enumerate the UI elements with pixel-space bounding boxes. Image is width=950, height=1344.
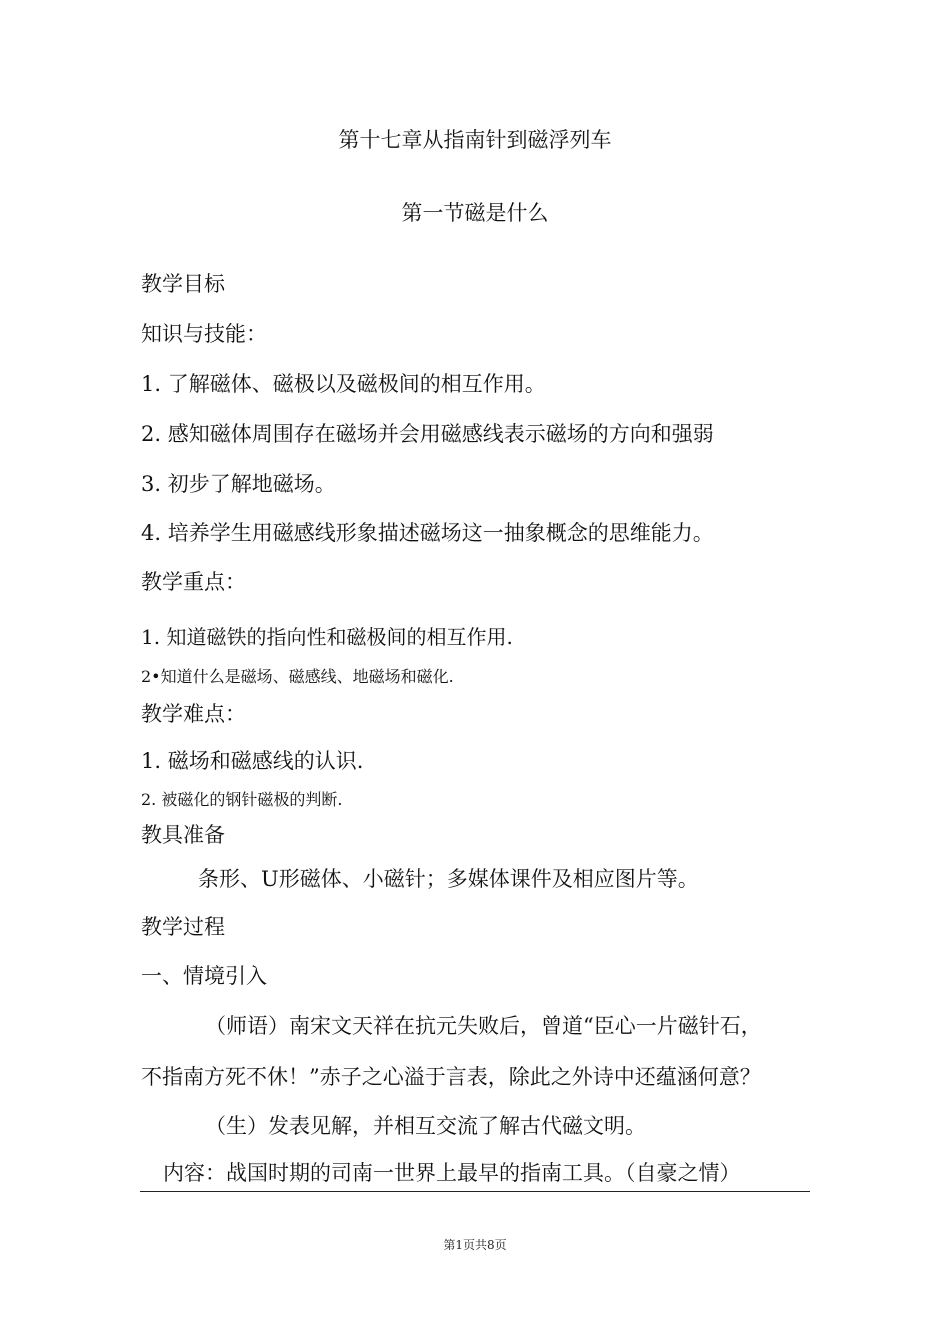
- materials-heading: 教具准备: [141, 823, 225, 847]
- objective-item-1: 1. 了解磁体、磁极以及磁极间的相互作用。: [141, 372, 546, 396]
- intro-paragraph-line-1: （师语）南宋文天祥在抗元失败后，曾道“臣心一片磁针石，: [205, 1014, 762, 1038]
- section-title: 第一节磁是什么: [401, 201, 549, 225]
- footer-divider: [140, 1191, 810, 1192]
- difficulty-item-2: 2. 被磁化的钢针磁极的判断.: [141, 790, 343, 809]
- chapter-title: 第十七章从指南针到磁浮列车: [338, 128, 612, 152]
- difficulty-item-1: 1. 磁场和磁感线的认识.: [141, 749, 364, 773]
- process-heading: 教学过程: [141, 915, 225, 939]
- intro-heading: 一、情境引入: [141, 964, 267, 988]
- content-line: 内容：战国时期的司南一世界上最早的指南工具。（自豪之情）: [163, 1161, 741, 1185]
- objective-item-2: 2. 感知磁体周围存在磁场并会用磁感线表示磁场的方向和强弱: [141, 422, 714, 446]
- materials-text: 条形、U形磁体、小磁针；多媒体课件及相应图片等。: [198, 867, 699, 891]
- knowledge-heading: 知识与技能：: [141, 322, 267, 346]
- page-number: 第1页共8页: [443, 1238, 507, 1252]
- objective-item-4: 4. 培养学生用磁感线形象描述磁场这一抽象概念的思维能力。: [141, 521, 714, 545]
- objective-item-3: 3. 初步了解地磁场。: [141, 472, 336, 496]
- key-point-item-1: 1. 知道磁铁的指向性和磁极间的相互作用.: [141, 625, 513, 649]
- student-line: （生）发表见解，并相互交流了解古代磁文明。: [205, 1114, 646, 1138]
- intro-paragraph-line-2: 不指南方死不休！”赤子之心溢于言表，除此之外诗中还蕴涵何意？: [141, 1065, 761, 1089]
- objectives-heading: 教学目标: [141, 272, 225, 296]
- key-point-item-2: 2•知道什么是磁场、磁感线、地磁场和磁化.: [141, 667, 454, 686]
- difficulties-heading: 教学难点：: [141, 702, 246, 726]
- key-points-heading: 教学重点：: [141, 570, 246, 594]
